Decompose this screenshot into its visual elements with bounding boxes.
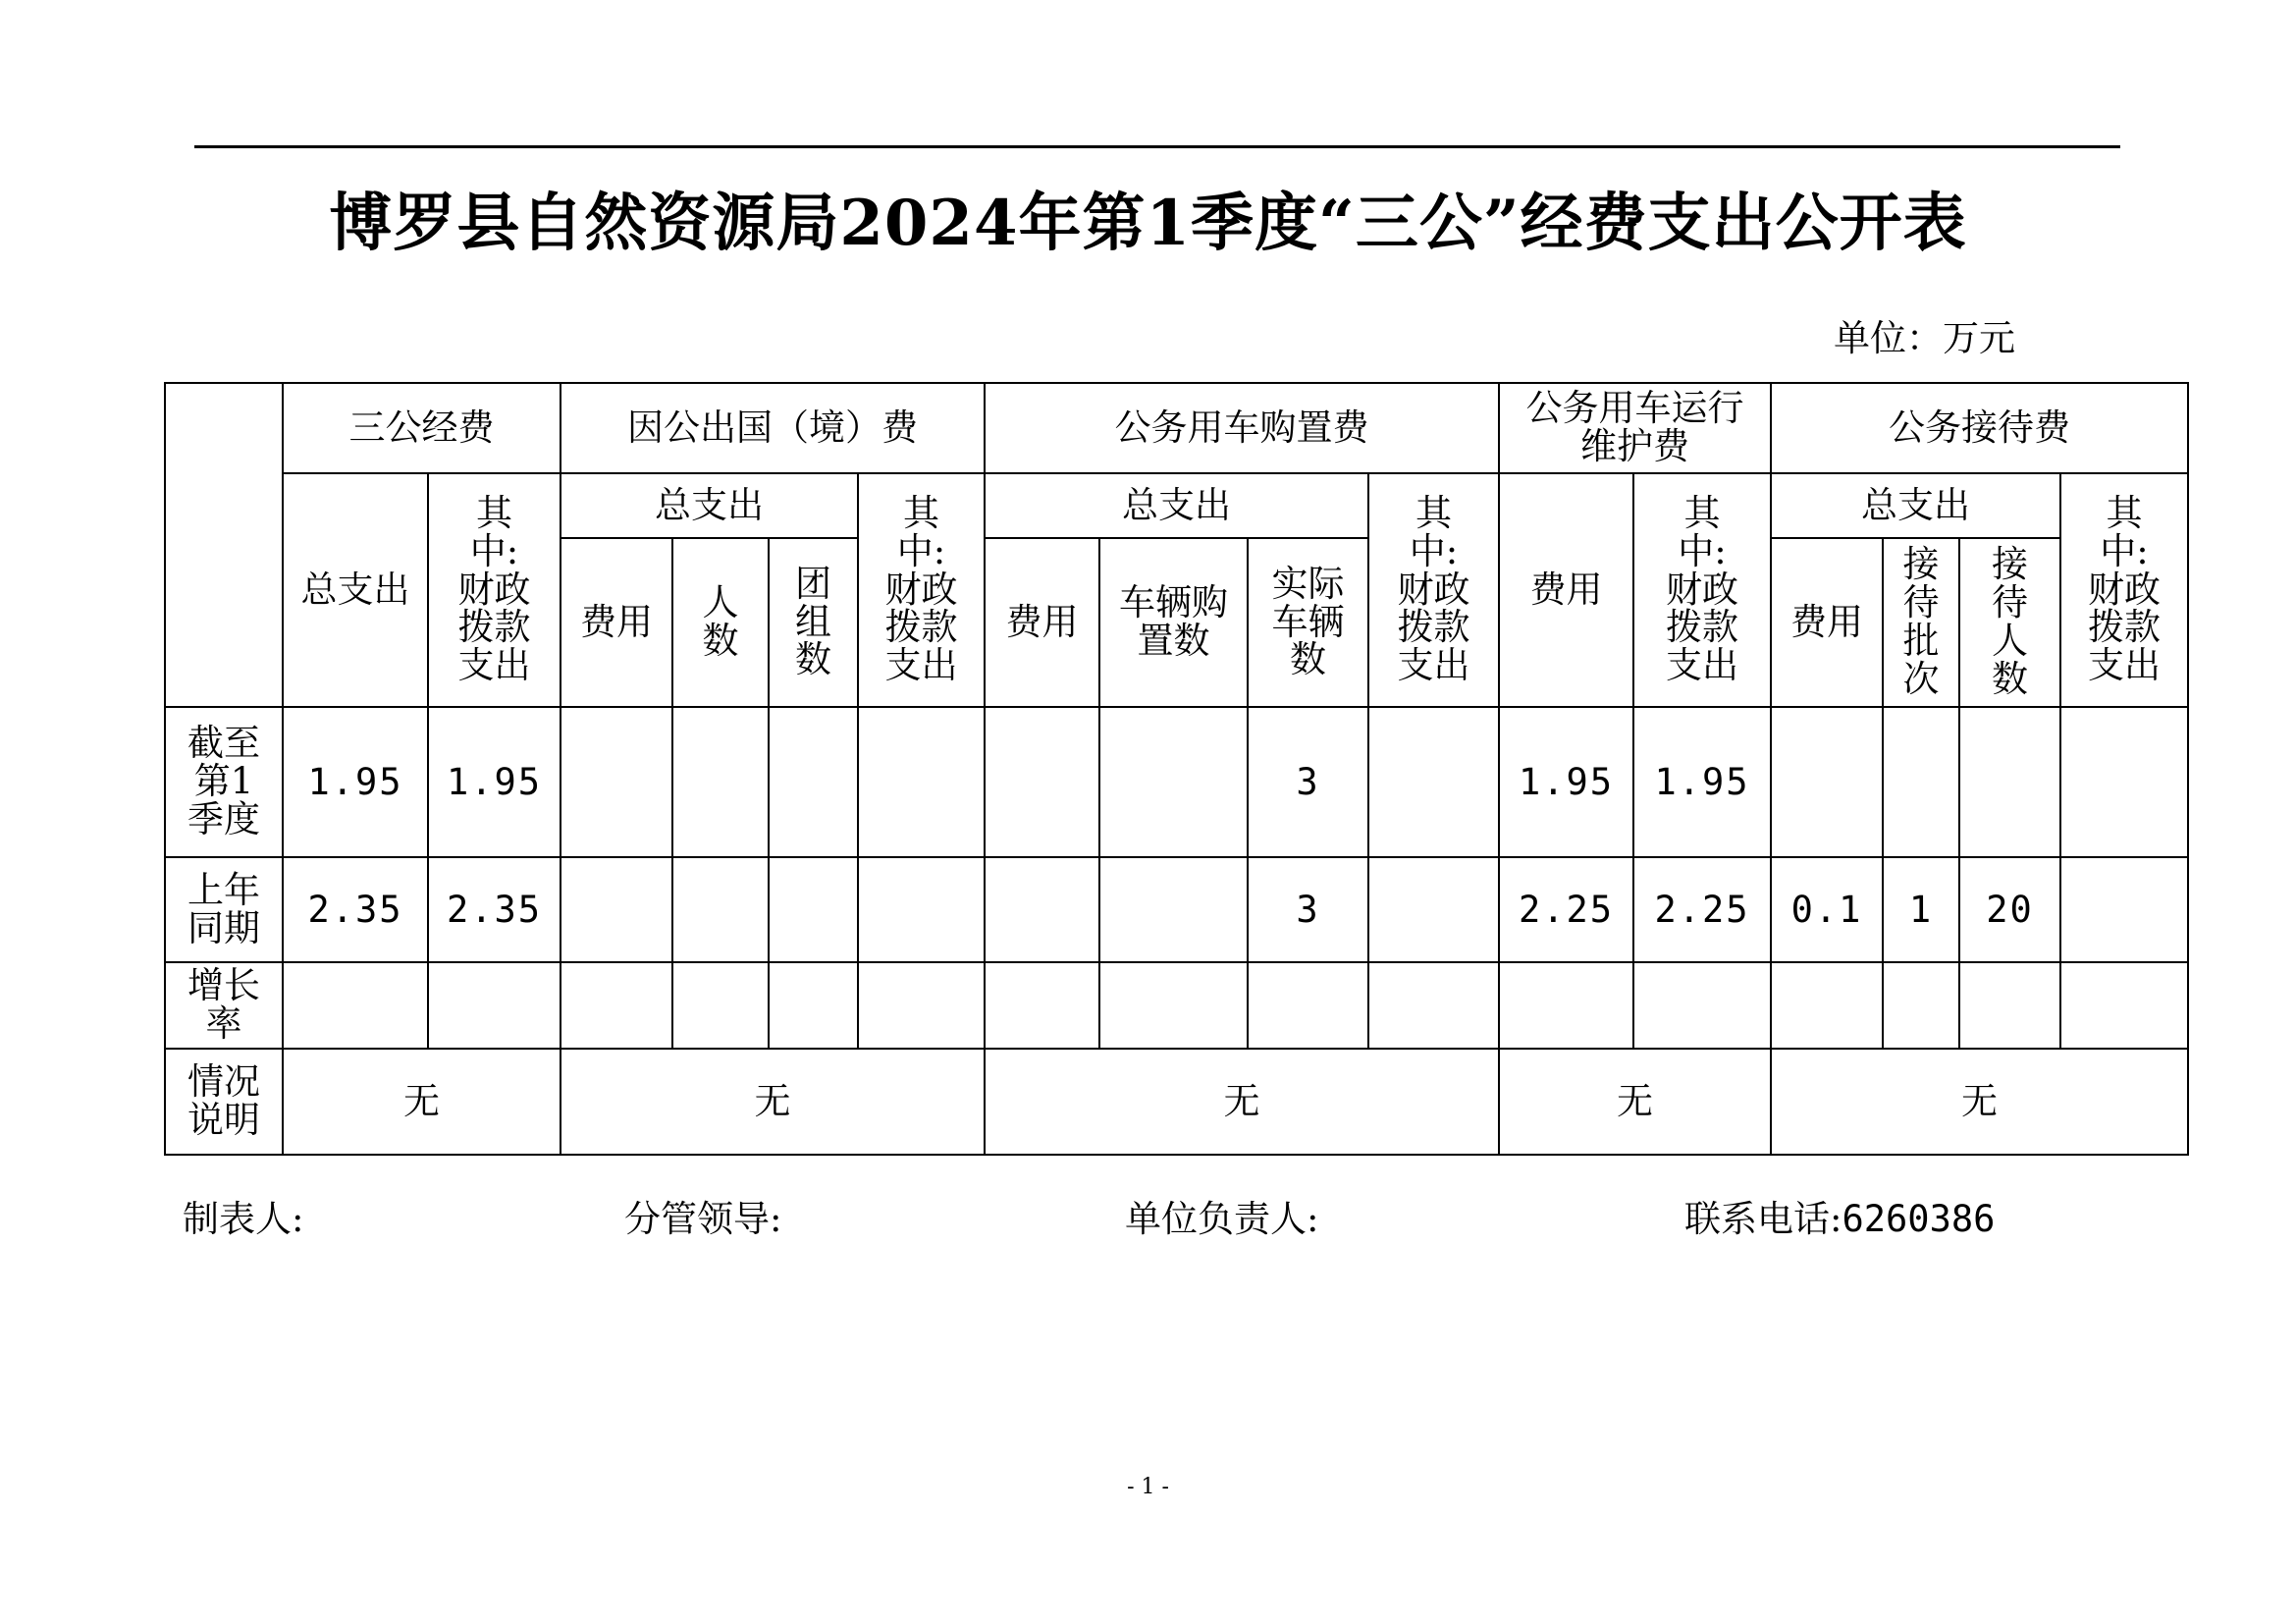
notes-sangong: 无 — [283, 1049, 561, 1155]
phone-label: 联系电话: — [1684, 1198, 1842, 1240]
header-gouzhi-fee: 费用 — [985, 538, 1099, 707]
header-sangong: 三公经费 — [283, 383, 561, 473]
jiedai-fee-cell — [1771, 707, 1883, 857]
preparer-label: 制表人: — [183, 1198, 304, 1240]
yunxing-fin-cell — [1633, 962, 1771, 1049]
jiedai-batches-cell — [1883, 962, 1959, 1049]
chuguo-people-cell — [672, 707, 769, 857]
yunxing-fee-cell: 2.25 — [1499, 857, 1633, 962]
header-chuguo-fee: 费用 — [561, 538, 672, 707]
gouzhi-fee-cell — [985, 707, 1099, 857]
gouzhi-fee-cell — [985, 857, 1099, 962]
gouzhi-actual-cell: 3 — [1248, 707, 1368, 857]
row-label: 上年同期 — [165, 857, 283, 962]
jiedai-people-cell: 20 — [1959, 857, 2060, 962]
sangong-total-cell — [283, 962, 428, 1049]
row-label: 增长率 — [165, 962, 283, 1049]
chuguo-groups-cell — [769, 707, 858, 857]
notes-row — [165, 1049, 2188, 1155]
header-yunxing: 公务用车运行维护费 — [1499, 383, 1771, 473]
gouzhi-fin-cell — [1368, 857, 1499, 962]
header-chuguo-fin: 其中:财政拨款支出 — [858, 473, 985, 707]
expense-table — [164, 382, 2189, 1156]
header-jiedai-people: 接待人数 — [1959, 538, 2060, 707]
header-gouzhi-actual: 实际车辆数 — [1248, 538, 1368, 707]
notes-gouzhi: 无 — [985, 1049, 1499, 1155]
header-chuguo-people: 人数 — [672, 538, 769, 707]
jiedai-people-cell — [1959, 962, 2060, 1049]
table-row — [165, 962, 2188, 1049]
notes-jiedai: 无 — [1771, 1049, 2188, 1155]
header-chuguo-groups: 团组数 — [769, 538, 858, 707]
header-jiedai-total: 总支出 — [1771, 473, 2060, 538]
gouzhi-count-cell — [1099, 857, 1248, 962]
header-gouzhi-count: 车辆购置数 — [1099, 538, 1248, 707]
table-row — [165, 857, 2188, 962]
yunxing-fin-cell: 1.95 — [1633, 707, 1771, 857]
sangong-fin-cell: 1.95 — [428, 707, 561, 857]
gouzhi-fee-cell — [985, 962, 1099, 1049]
chuguo-fee-cell — [561, 962, 672, 1049]
header-gouzhi-total: 总支出 — [985, 473, 1368, 538]
header-sangong-fin: 其中:财政拨款支出 — [428, 473, 561, 707]
gouzhi-fin-cell — [1368, 707, 1499, 857]
sangong-total-cell: 2.35 — [283, 857, 428, 962]
header-jiedai-fee: 费用 — [1771, 538, 1883, 707]
header-chuguo: 因公出国（境）费 — [561, 383, 985, 473]
page-title: 博罗县自然资源局2024年第1季度“三公”经费支出公开表 — [329, 187, 1967, 260]
chuguo-people-cell — [672, 962, 769, 1049]
header-jiedai-batches: 接待批次 — [1883, 538, 1959, 707]
jiedai-batches-cell — [1883, 707, 1959, 857]
jiedai-fin-cell — [2060, 707, 2188, 857]
chuguo-people-cell — [672, 857, 769, 962]
notes-yunxing: 无 — [1499, 1049, 1771, 1155]
jiedai-fee-cell: 0.1 — [1771, 857, 1883, 962]
header-jiedai: 公务接待费 — [1771, 383, 2188, 473]
sangong-total-cell: 1.95 — [283, 707, 428, 857]
jiedai-batches-cell: 1 — [1883, 857, 1959, 962]
jiedai-fin-cell — [2060, 962, 2188, 1049]
row-label: 截至第1季度 — [165, 707, 283, 857]
gouzhi-count-cell — [1099, 707, 1248, 857]
notes-chuguo: 无 — [561, 1049, 985, 1155]
sangong-fin-cell — [428, 962, 561, 1049]
chuguo-fee-cell — [561, 707, 672, 857]
corner-cell — [165, 383, 283, 707]
chuguo-groups-cell — [769, 857, 858, 962]
chuguo-groups-cell — [769, 962, 858, 1049]
header-chuguo-total: 总支出 — [561, 473, 858, 538]
chuguo-fin-cell — [858, 707, 985, 857]
yunxing-fee-cell: 1.95 — [1499, 707, 1633, 857]
header-gouzhi: 公务用车购置费 — [985, 383, 1499, 473]
top-rule — [194, 145, 2120, 148]
phone-field — [1684, 1189, 1995, 1242]
header-gouzhi-fin: 其中:财政拨款支出 — [1368, 473, 1499, 707]
gouzhi-actual-cell: 3 — [1248, 857, 1368, 962]
row-label: 情况说明 — [165, 1049, 283, 1155]
gouzhi-actual-cell — [1248, 962, 1368, 1049]
phone-value: 6260386 — [1842, 1198, 1996, 1240]
header-sangong-total: 总支出 — [283, 473, 428, 707]
chuguo-fin-cell — [858, 962, 985, 1049]
jiedai-fee-cell — [1771, 962, 1883, 1049]
jiedai-people-cell — [1959, 707, 2060, 857]
header-yunxing-fin: 其中:财政拨款支出 — [1633, 473, 1771, 707]
yunxing-fin-cell: 2.25 — [1633, 857, 1771, 962]
sangong-fin-cell: 2.35 — [428, 857, 561, 962]
leader-label: 分管领导: — [624, 1198, 782, 1240]
chuguo-fee-cell — [561, 857, 672, 962]
chuguo-fin-cell — [858, 857, 985, 962]
header-yunxing-fee: 费用 — [1499, 473, 1633, 707]
gouzhi-count-cell — [1099, 962, 1248, 1049]
head-label: 单位负责人: — [1125, 1198, 1319, 1240]
table-row — [165, 707, 2188, 857]
page-number: - 1 - — [1127, 1475, 1169, 1499]
unit-label: 单位：万元 — [1834, 317, 2015, 359]
yunxing-fee-cell — [1499, 962, 1633, 1049]
header-jiedai-fin: 其中:财政拨款支出 — [2060, 473, 2188, 707]
gouzhi-fin-cell — [1368, 962, 1499, 1049]
jiedai-fin-cell — [2060, 857, 2188, 962]
